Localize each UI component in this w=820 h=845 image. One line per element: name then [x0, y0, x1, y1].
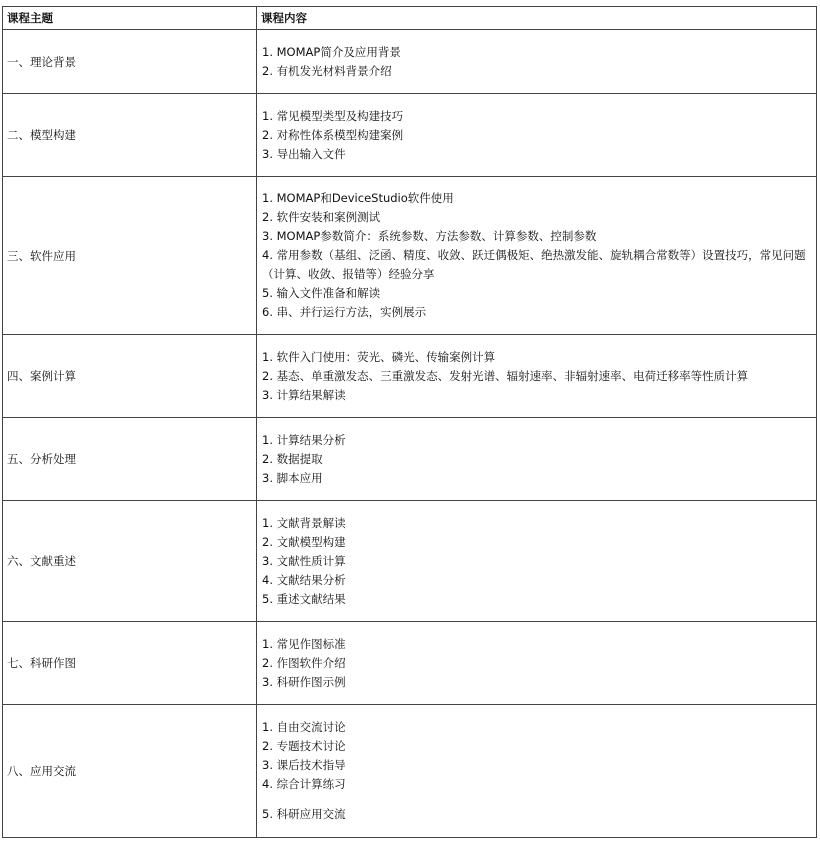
content-cell: [257, 94, 817, 177]
content-cell: [257, 30, 817, 94]
content-item: 3. MOMAP参数简介：系统参数、方法参数、计算参数、控制参数: [262, 229, 597, 243]
content-item: 4. 常用参数（基组、泛函、精度、收敛、跃迁偶极矩、绝热激发能、旋轨耦合常数等）设置技巧，常见问题（计算、收敛、报错等）经验分享: [262, 248, 806, 281]
content-cell: [257, 501, 817, 622]
table-row: [3, 335, 817, 418]
content-item: 4. 综合计算练习: [262, 777, 346, 791]
topic-cell: 六、文献重述: [3, 501, 257, 622]
content-item: 4. 文献结果分析: [262, 572, 346, 587]
content-item: 3. 导出输入文件: [262, 146, 346, 161]
header-topic: 课程主题: [3, 7, 257, 30]
topic-cell: 三、软件应用: [3, 177, 257, 335]
topic-cell: 八、应用交流: [3, 705, 257, 838]
table-row: [3, 622, 817, 705]
table-row: [3, 705, 817, 838]
topic-cell: 一、理论背景: [3, 30, 257, 94]
table-row: [3, 30, 817, 94]
table-row: [3, 177, 817, 335]
content-item: 1. 自由交流讨论: [262, 720, 346, 734]
content-item: 1. 常见模型类型及构建技巧: [262, 108, 404, 123]
topic-cell: 五、分析处理: [3, 418, 257, 501]
content-item: 6. 串、并行运行方法，实例展示: [262, 305, 427, 319]
header-content: 课程内容: [257, 7, 817, 30]
content-cell: [257, 177, 817, 335]
table-row: [3, 94, 817, 177]
content-item: 5. 科研应用交流: [262, 807, 346, 821]
content-item: 2. 作图软件介绍: [262, 655, 346, 670]
content-item: 2. 专题技术讨论: [262, 739, 346, 753]
content-item: 2. 软件安装和案例测试: [262, 210, 381, 224]
content-item: 3. 科研作图示例: [262, 674, 346, 689]
content-item: 2. 对称性体系模型构建案例: [262, 127, 404, 142]
content-item: 1. MOMAP和DeviceStudio软件使用: [262, 191, 454, 205]
table-header-row: [3, 7, 817, 30]
topic-cell: 四、案例计算: [3, 335, 257, 418]
content-item: 3. 脚本应用: [262, 470, 323, 485]
content-item: 2. 基态、单重激发态、三重激发态、发射光谱、辐射速率、非辐射速率、电荷迁移率等性质计算: [262, 368, 749, 383]
course-table: [2, 6, 817, 838]
content-item: 3. 计算结果解读: [262, 387, 346, 402]
content-item: 3. 文献性质计算: [262, 553, 346, 568]
table-row: [3, 501, 817, 622]
content-item: 3. 课后技术指导: [262, 758, 346, 772]
content-cell: [257, 335, 817, 418]
content-item: 2. 数据提取: [262, 451, 323, 466]
topic-cell: 七、科研作图: [3, 622, 257, 705]
content-item: 1. 计算结果分析: [262, 432, 346, 447]
content-item: 1. 软件入门使用：荧光、磷光、传输案例计算: [262, 349, 496, 364]
content-item: 2. 文献模型构建: [262, 534, 346, 549]
content-cell: [257, 418, 817, 501]
content-cell: [257, 705, 817, 838]
content-item: 5. 输入文件准备和解读: [262, 286, 381, 300]
content-cell: [257, 622, 817, 705]
content-item: 5. 重述文献结果: [262, 591, 346, 606]
content-item: 1. 常见作图标准: [262, 636, 346, 651]
topic-cell: 二、模型构建: [3, 94, 257, 177]
table-row: [3, 418, 817, 501]
content-item: 2. 有机发光材料背景介绍: [262, 63, 392, 78]
content-item: 1. 文献背景解读: [262, 515, 346, 530]
content-item: 1. MOMAP简介及应用背景: [262, 44, 401, 59]
